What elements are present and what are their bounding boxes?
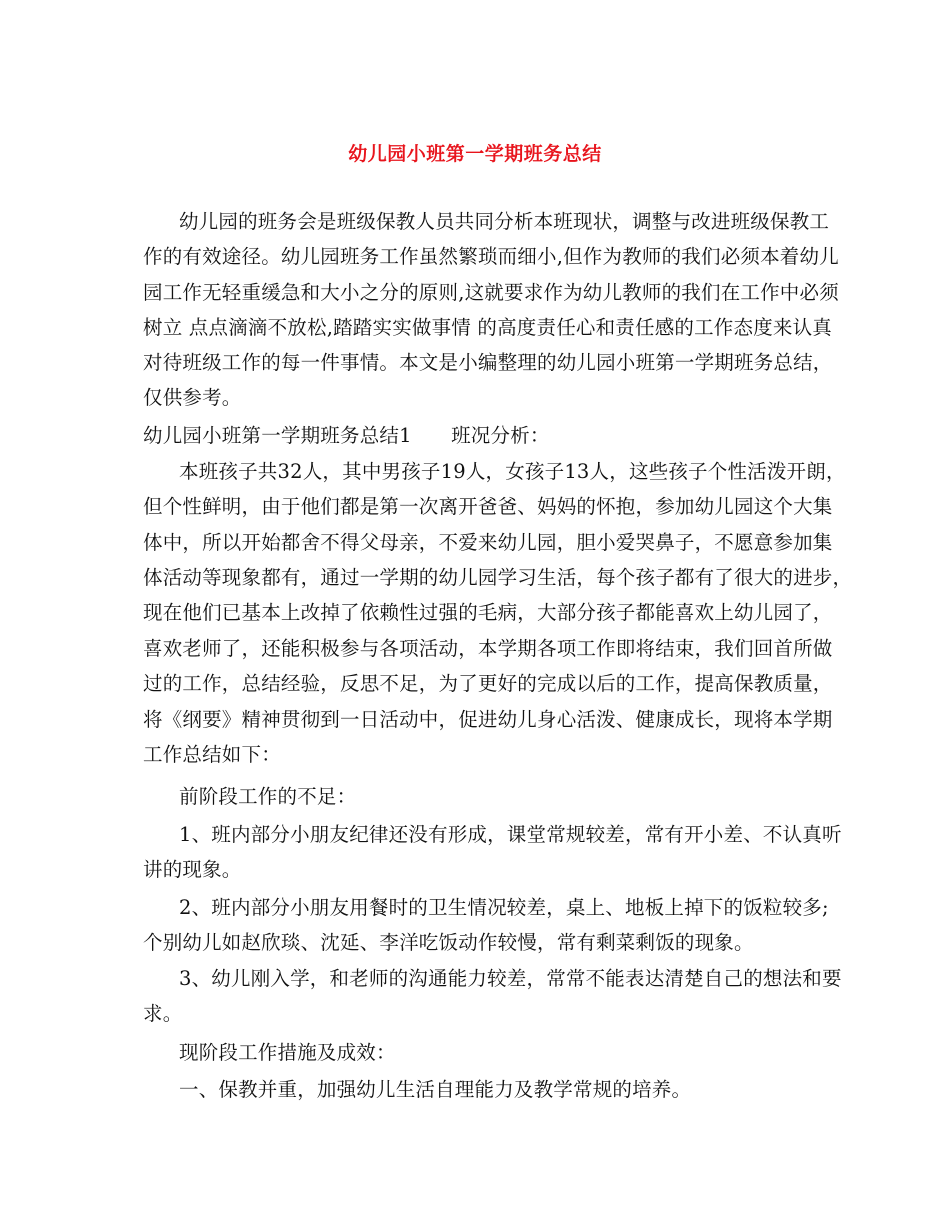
paragraph-line: 个别幼儿如赵欣琰、沈延、李洋吃饭动作较慢，常有剩菜剩饭的现象。	[143, 931, 754, 954]
paragraph-line: 体中，所以开始都舍不得父母亲，不爱来幼儿园，胆小爱哭鼻子，不愿意参加集	[143, 531, 833, 554]
document-title: 幼儿园小班第一学期班务总结	[348, 143, 602, 165]
paragraph-line: 但个性鲜明，由于他们都是第一次离开爸爸、妈妈的怀抱，参加幼儿园这个大集	[143, 495, 833, 518]
paragraph-line: 求。	[143, 1002, 183, 1025]
section-heading-line: 幼儿园小班第一学期班务总结1 班况分析：	[143, 424, 550, 447]
paragraph-line: 一、保教并重，加强幼儿生活自理能力及教学常规的培养。	[179, 1078, 692, 1101]
section-heading-line: 现阶段工作措施及成效：	[179, 1041, 396, 1064]
paragraph-line: 园工作无轻重缓急和大小之分的原则,这就要求作为幼儿教师的我们在工作中必须	[143, 281, 839, 304]
paragraph-line: 树立 点点滴滴不放松,踏踏实实做事情 的高度责任心和责任感的工作态度来认真	[143, 316, 832, 339]
section-heading-line: 前阶段工作的不足：	[179, 785, 357, 808]
paragraph-line: 幼儿园的班务会是班级保教人员共同分析本班现状，调整与改进班级保教工	[179, 210, 830, 233]
paragraph-line: 2、班内部分小朋友用餐时的卫生情况较差，桌上、地板上掉下的饭粒较多;	[179, 896, 829, 919]
paragraph-line: 仅供参考。	[143, 386, 242, 409]
paragraph-line: 对待班级工作的每一件事情。本文是小编整理的幼儿园小班第一学期班务总结，	[143, 351, 833, 374]
paragraph-line: 过的工作，总结经验，反思不足，为了更好的完成以后的工作，提高保教质量，	[143, 672, 833, 695]
paragraph-line: 工作总结如下：	[143, 743, 281, 766]
paragraph-line: 体活动等现象都有，通过一学期的幼儿园学习生活，每个孩子都有了很大的进步，	[143, 566, 853, 589]
paragraph-line: 1、班内部分小朋友纪律还没有形成，课堂常规较差，常有开小差、不认真听	[179, 823, 842, 846]
paragraph-line: 讲的现象。	[143, 858, 242, 881]
paragraph-line: 将《纲要》精神贯彻到一日活动中，促进幼儿身心活泼、健康成长，现将本学期	[143, 708, 833, 731]
paragraph-line: 作的有效途径。幼儿园班务工作虽然繁琐而细小,但作为教师的我们必须本着幼儿	[143, 245, 839, 268]
paragraph-line: 喜欢老师了，还能积极参与各项活动，本学期各项工作即将结束，我们回首所做	[143, 637, 833, 660]
paragraph-line: 现在他们已基本上改掉了依赖性过强的毛病，大部分孩子都能喜欢上幼儿园了，	[143, 601, 833, 624]
paragraph-line: 本班孩子共32人，其中男孩子19人，女孩子13人，这些孩子个性活泼开朗，	[179, 460, 846, 483]
paragraph-line: 3、幼儿刚入学，和老师的沟通能力较差，常常不能表达清楚自己的想法和要	[179, 967, 842, 990]
